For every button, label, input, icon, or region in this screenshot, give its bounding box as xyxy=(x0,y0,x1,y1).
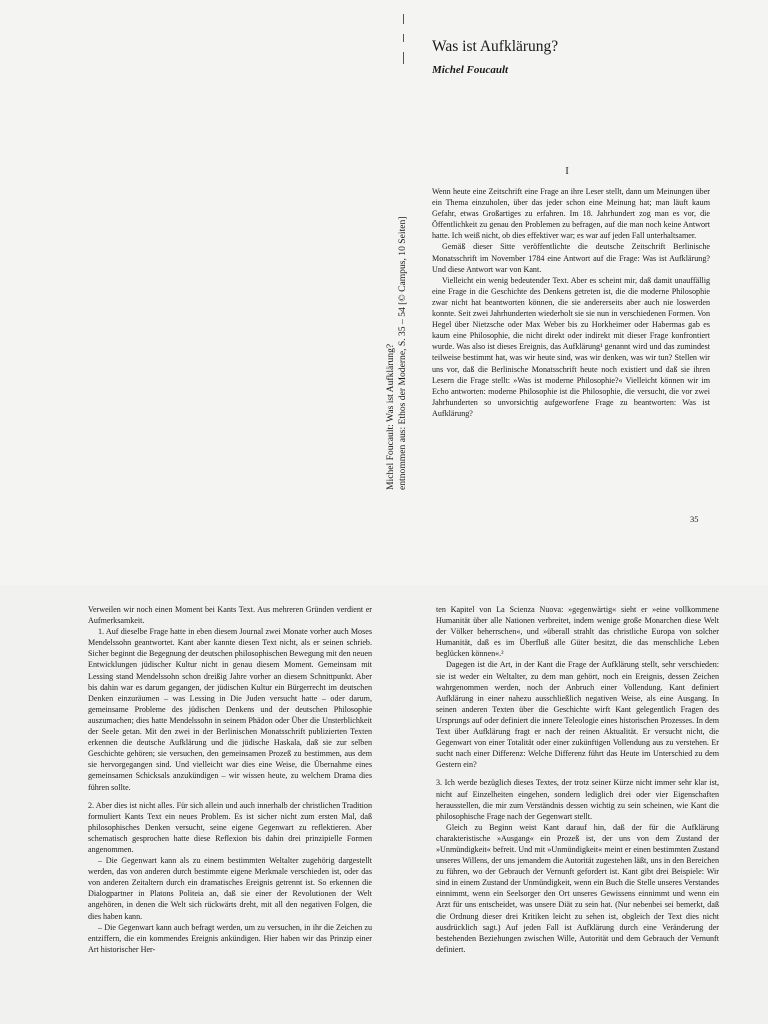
sidenote-line-2: entnommen aus: Ethos der Moderne, S. 35 – 54 [© Campus, 10 Seiten] xyxy=(397,216,408,490)
page-number: 35 xyxy=(690,514,699,524)
paragraph: 3. Ich werde bezüglich dieses Textes, der trotz seiner Kürze nicht immer sehr klar ist, nicht auf Einzelheiten eingehen, sondern lediglich drei oder vier Eigenschaften herausstellen, die mir zum Verständnis dessen wichtig zu sein scheinen, wie Kant die philosophische Frage nach der Gegenwart stellt. xyxy=(436,778,719,821)
paragraph: 1. Auf dieselbe Frage hatte in eben diesem Journal zwei Monate vorher auch Moses Mendelssohn geantwortet. Kant aber kannte diesen Text nicht, als er seinen schrieb. Sicher beginnt die Begegnung der deutschen philosophischen Bewegung mit den neuen Entwicklungen jüdischer Kultur nicht in genau diesem Moment. Gemeinsam mit Lessing stand Mendelssohn schon dreißig Jahre vorher an diesem Schnittpunkt. Aber bis dahin war es darum gegangen, der jüdischen Kultur ein Bürgerrecht im deutschen Denken einzuräumen – was Lessing in Die Juden versucht hatte – oder darum, gemeinsame Probleme des jüdischen Denkens und der deutschen Philosophie auszumachen; dies hatte Mendelssohn in seinem Phädon oder Über die Unsterblichkeit der Seele getan. Mit den zwei in der Berlinischen Monatsschrift publizierten Texten erkennen die deutsche Aufklärung und die jüdische Haskala, daß sie zur selben Geschichte gehören; sie versuchen, den gemeinsamen Prozeß zu bestimmen, aus dem sie hervorgegangen sind. Und vielleicht war dies eine Weise, die Übernahme eines gemeinsamen Schicksals anzukündigen – wir wissen heute, zu welchem Drama dies führen sollte. xyxy=(88,627,372,792)
margin-marks xyxy=(403,14,405,74)
paragraph: Wenn heute eine Zeitschrift eine Frage an ihre Leser stellt, dann um Meinungen über ein Thema einzuholen, über das jeder schon eine Meinung hat; man läuft kaum Gefahr, etwas Großartiges zu erfahren. Im 18. Jahrhundert zog man es vor, die Öffentlichkeit zu genau den Problemen zu befragen, auf die man noch keine Antwort hatte. Ich weiß nicht, ob dies effektiver war; es war auf jeden Fall unterhaltsamer. xyxy=(432,187,710,241)
article-author: Michel Foucault xyxy=(432,64,509,76)
article-title: Was ist Aufklärung? xyxy=(432,38,559,55)
section-number: I xyxy=(565,166,569,177)
paragraph: Dagegen ist die Art, in der Kant die Frage der Aufklärung stellt, sehr verschieden: sie ist weder ein Weltalter, zu dem man gehört, noch ein Ereignis, dessen Zeichen wahrgenommen werden, noch der Anbruch einer Vollendung. Kant definiert Aufklärung in einer nahezu ausschließlich negativen Weise, als eine Ausgang. In seinen anderen Texten über die Geschichte wirft Kant gelegentlich Fragen des Ursprungs auf oder definiert die innere Teleologie eines historischen Prozesses. In dem Text über Aufklärung fragt er nach der reinen Aktualität. Er versucht nicht, die Gegenwart von einer Totalität oder einer zukünftigen Vollendung aus zu verstehen. Er sucht nach einer Differenz: Welche Differenz führt das Heute im Unterschied zu dem Gestern ein? xyxy=(436,660,719,770)
source-sidenote xyxy=(385,190,408,490)
paragraph: Gemäß dieser Sitte veröffentlichte die deutsche Zeitschrift Berlinische Monatsschrift im November 1784 eine Antwort auf die Frage: Was ist Aufklärung? Und diese Antwort war von Kant. xyxy=(432,242,710,274)
left-column xyxy=(88,604,372,955)
paragraph: – Die Gegenwart kann als zu einem bestimmten Weltalter zugehörig dargestellt werden, das von anderen durch bestimmte eigene Merkmale verschieden ist, oder das von anderen Zeitaltern durch ein dramatisches Ereignis getrennt ist. So erkennen die Dialogpartner in Platons Politeia an, daß sie einer der Revolutionen der Welt angehören, in denen die Welt sich rückwärts dreht, mit all den negativen Folgen, die dies haben kann. xyxy=(88,856,372,921)
right-column xyxy=(436,604,719,955)
paragraph: 2. Aber dies ist nicht alles. Für sich allein und auch innerhalb der christlichen Tradition formuliert Kants Text ein neues Problem. Es ist sicher nicht zum ersten Mal, daß philosophisches Denken versucht, seine eigene Gegenwart zu reflektieren. Aber schematisch gesprochen hatte diese Reflexion bis dahin drei prinzipielle Formen angenommen. xyxy=(88,800,372,854)
paragraph: ten Kapitel von La Scienza Nuova: »gegenwärtig« sieht er »eine vollkommene Humanität über alle Nationen verbreitet, indem wenige große Monarchen diese Welt der Völker beherrschen«, und »überall strahlt das christliche Europa von solcher Humanität, daß es im Überfluß alle Güter besitzt, die das menschliche Leben beglücken können«.² xyxy=(436,605,719,659)
paragraph: Gleich zu Beginn weist Kant darauf hin, daß der für die Aufklärung charakteristische »Ausgang« ein Prozeß ist, der uns von dem Zustand der »Unmündigkeit« befreit. Und mit »Unmündigkeit« meint er einen bestimmten Zustand unseres Willens, der uns jemandem die Autorität zugestehen läßt, uns in den Bereichen zu führen, wo der Gebrauch der Vernunft gefordert ist. Kant gibt drei Beispiele: Wir sind in einem Zustand der Unmündigkeit, wenn ein Buch die Stelle unseres Verstandes einnimmt, wenn ein Seelsorger den Ort unseres Gewissens einnimmt und wenn ein Arzt für uns entscheidet, was unsere Diät zu sein hat. (Nur nebenbei sei bemerkt, daß die Ordnung dieser drei Kritiken leicht zu sehen ist, obgleich der Text dies nicht ausdrücklich sagt.) Auf jeden Fall ist Aufklärung durch eine Veränderung der bestehenden Beziehungen zwischen Wille, Autorität und dem Gebrauch der Vernunft definiert. xyxy=(436,822,719,954)
paragraph: Verweilen wir noch einen Moment bei Kants Text. Aus mehreren Gründen verdient er Aufmerksamkeit. xyxy=(88,605,372,626)
paragraph: – Die Gegenwart kann auch befragt werden, um zu versuchen, in ihr die Zeichen zu entziffern, die ein kommendes Ereignis ankündigen. Hier haben wir das Prinzip einer Art historischer Her- xyxy=(88,922,372,954)
paragraph: Vielleicht ein wenig bedeutender Text. Aber es scheint mir, daß damit unauffällig eine Frage in die Geschichte des Denkens getreten ist, die die moderne Philosophie zwar nicht hat beantworten können, die sie andererseits aber auch nie loswerden konnte. Seit zwei Jahrhunderten wiederholt sie sie nun in verschiedenen Formen. Von Hegel über Nietzsche oder Max Weber bis zu Horkheimer oder Habermas gab es kaum eine Philosophie, die nicht direkt oder indirekt mit dieser Frage konfrontiert wurde. Was also ist dieses Ereignis, das Aufklärung¹ genannt wird und das zumindest teilweise bestimmt hat, was wir heute sind, was wir denken, was wir tun? Stellen wir uns vor, daß die Berlinische Monatsschrift heute noch existiert und daß sie ihren Lesern die Frage stellt: »Was ist moderne Philosophie?« Vielleicht können wir im Echo antworten: moderne Philosophie ist die Philosophie, die versucht, die vor zwei Jahrhunderten so unvorsichtig aufgeworfene Frage zu beantworten: Was ist Aufklärung? xyxy=(432,275,710,418)
top-column xyxy=(432,186,710,419)
sidenote-line-1: Michel Foucault: Was ist Aufklärung? xyxy=(385,343,396,490)
